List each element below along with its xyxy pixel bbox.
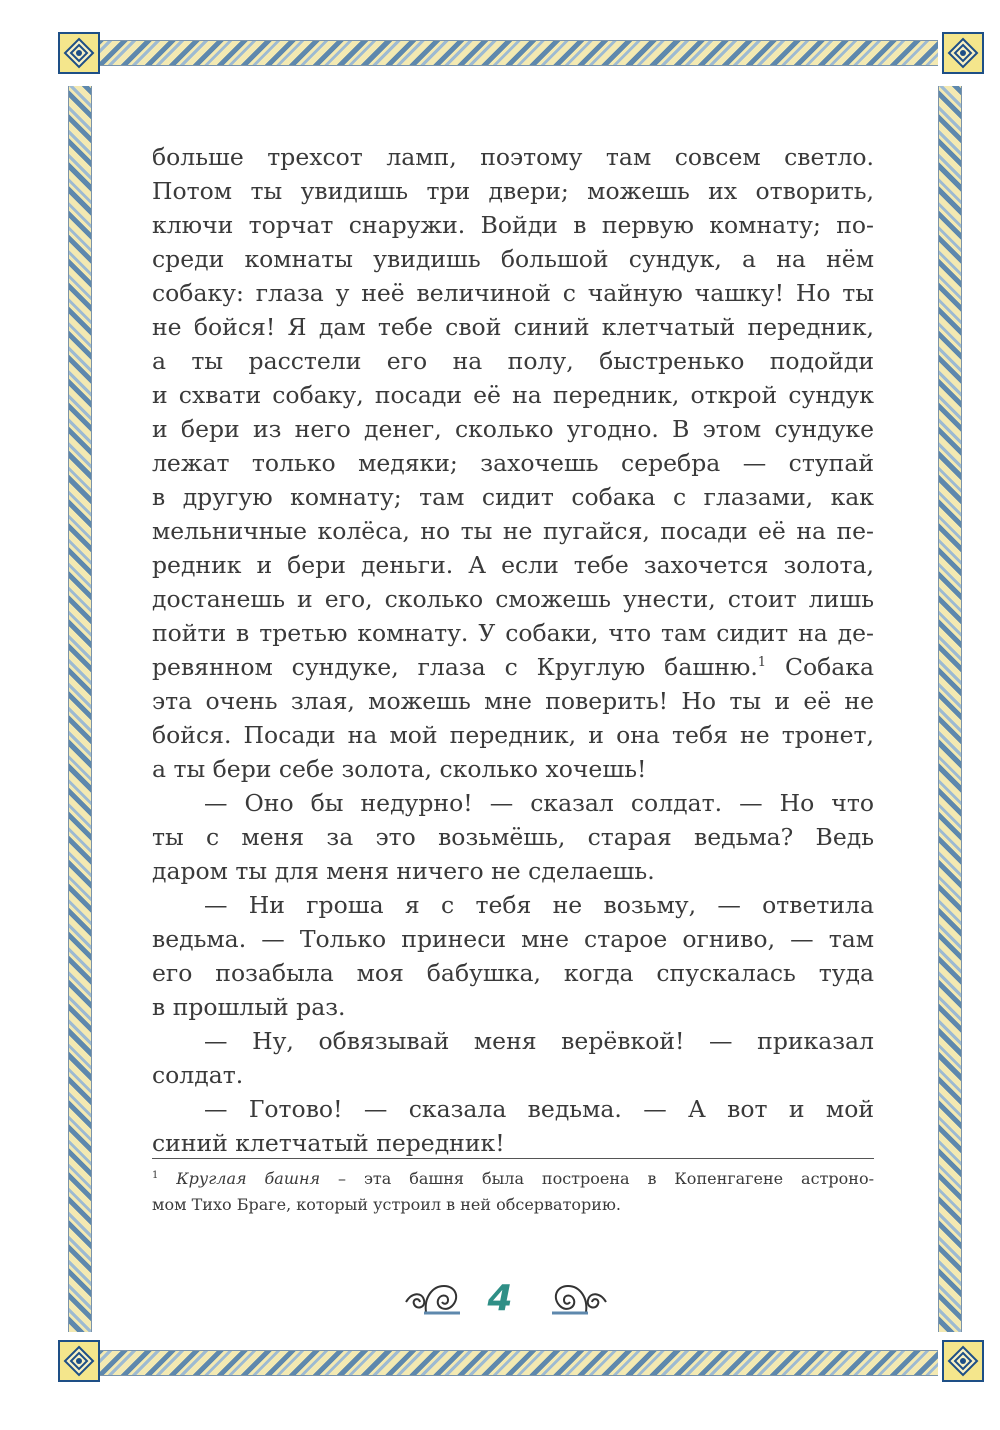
text-line: достанешь и его, сколько сможешь унести, стоит лишь [152,585,874,613]
text-line: эта очень злая, можешь мне поверить! Но ты и её не [152,687,874,715]
text-line: лежат только медяки; захочешь серебра — ступай [152,449,874,477]
text-segment: Собака [785,653,874,681]
corner-diamond-icon [942,32,984,74]
text-line: его позабыла моя бабушка, когда спускалась туда [152,959,874,987]
text-line: ведьма. — Только принеси мне старое огниво, — там [152,925,874,953]
text-line-with-footnote [152,650,874,684]
text-line: редник и бери деньги. А если тебе захочется золота, [152,551,874,579]
text-line: больше трехсот ламп, поэтому там совсем светло. [152,143,874,171]
text-line: бойся. Посади на мой передник, и она тебя не тронет, [152,721,874,749]
text-line: солдат. [152,1061,244,1089]
text-line: собаку: глаза у неё величиной с чайную чашку! Но ты [152,279,874,307]
text-line: — Оно бы недурно! — сказал солдат. — Но что [204,789,874,817]
text-line: в прошлый раз. [152,993,346,1021]
text-line: ты с меня за это возьмёшь, старая ведьма? Ведь [152,823,874,851]
text-line: а ты бери себе золота, сколько хочешь! [152,755,647,783]
story-text [152,140,874,1160]
footnote-text: – эта башня была построена в Копенгагене астроно- [320,1169,874,1188]
text-line: синий клетчатый передник! [152,1129,505,1157]
text-line: Потом ты увидишь три двери; можешь их отворить, [152,177,874,205]
text-line: мельничные колёса, но ты не пугайся, посади её на пе- [152,517,874,545]
footnote-line: мом Тихо Браге, который устроил в ней обсерваторию. [152,1195,621,1214]
footnote-line [152,1163,874,1192]
border-top [88,40,938,66]
border-right [938,86,962,1332]
text-segment: ревянном сундуке, глаза с Круглую башню. [152,653,758,681]
text-line: — Готово! — сказала ведьма. — А вот и мой [204,1095,874,1123]
text-line: среди комнаты увидишь большой сундук, а на нём [152,245,874,273]
text-line: — Ну, обвязывай меня верёвкой! — приказал [204,1027,874,1055]
footnote-reference: 1 [757,655,767,670]
text-line: даром ты для меня ничего не сделаешь. [152,857,655,885]
footnote-divider [152,1158,874,1159]
text-line: пойти в третью комнату. У собаки, что там сидит на де- [152,619,874,647]
text-line: ключи торчат снаружи. Войди в первую комнату; по- [152,211,874,239]
text-line: и схвати собаку, посади её на передник, открой сундук [152,381,874,409]
spiral-swirl-icon [402,1278,464,1318]
text-line: и бери из него денег, сколько угодно. В этом сундуке [152,415,874,443]
border-bottom [88,1350,938,1376]
text-line: не бойся! Я дам тебе свой синий клетчатый передник, [152,313,874,341]
footnote-term: Круглая башня [176,1169,321,1188]
footnote [152,1163,874,1218]
spiral-swirl-icon [548,1278,610,1318]
page-number: 4 [487,1278,513,1319]
text-line: в другую комнату; там сидит собака с глазами, как [152,483,874,511]
corner-diamond-icon [942,1340,984,1382]
corner-diamond-icon [58,1340,100,1382]
border-left [68,86,92,1332]
text-line: — Ни гроша я с тебя не возьму, — ответила [204,891,874,919]
footnote-marker: 1 [152,1170,159,1181]
corner-diamond-icon [58,32,100,74]
text-line: а ты расстели его на полу, быстренько подойди [152,347,874,375]
